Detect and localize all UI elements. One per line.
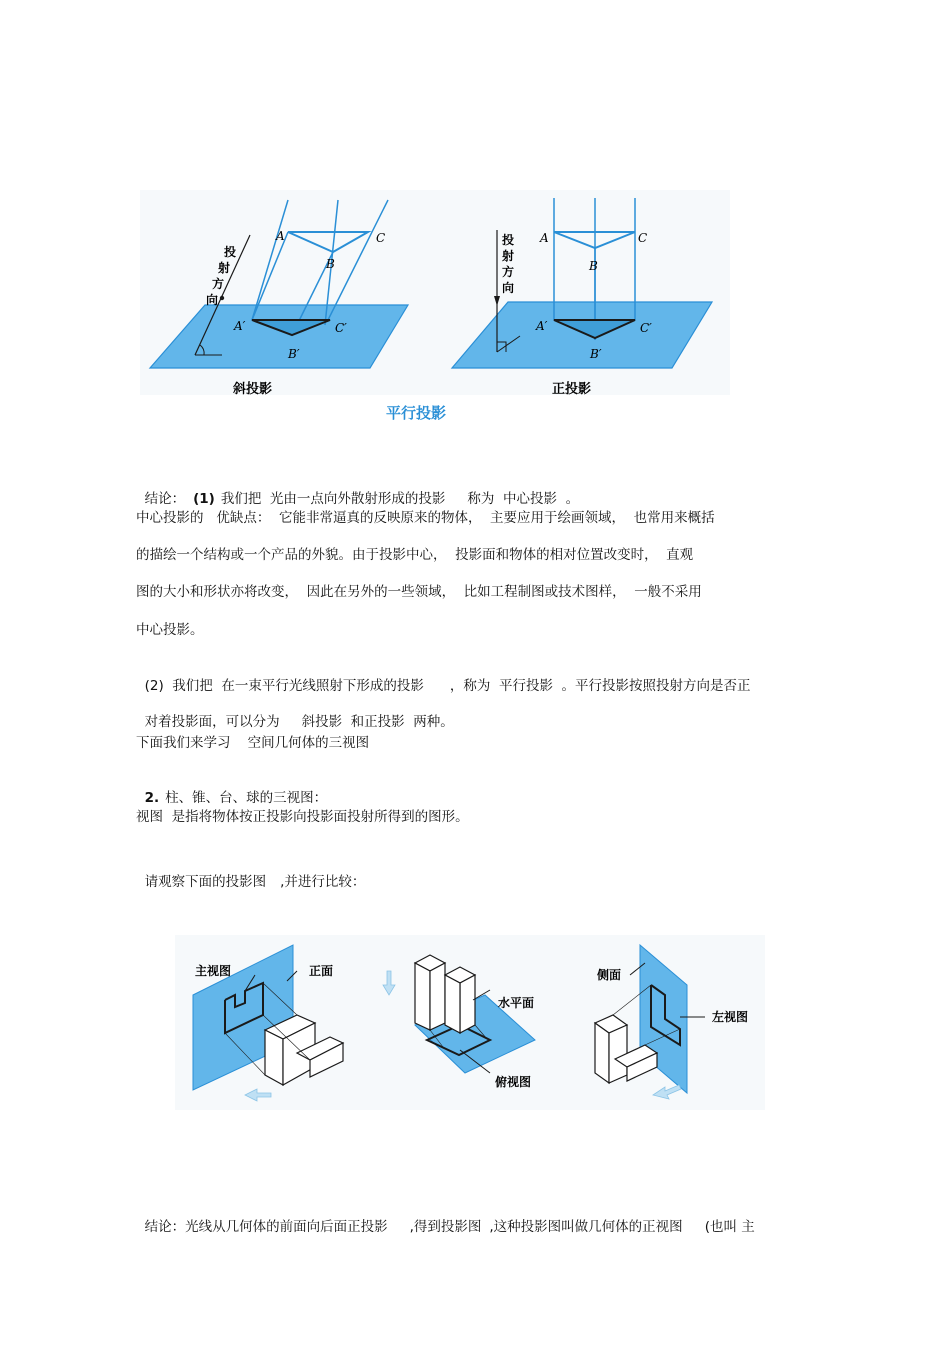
- paragraph-line-7: [136, 695, 454, 731]
- orthographic-projection-label: 正投影: [552, 382, 592, 397]
- orthographic-vertex-b-prime: B′: [590, 347, 602, 361]
- parallel-projection-term: ，称为 平行投影 。平行投影按照投射方向是否正: [449, 678, 751, 694]
- oblique-vertex-b: B: [326, 257, 335, 271]
- conclusion-label: 结论：: [144, 491, 186, 507]
- oblique-vertex-c-prime: C′: [335, 321, 347, 335]
- left-view-label: 左视图: [712, 1010, 749, 1024]
- oblique-vertex-a-prime: A′: [234, 319, 246, 333]
- conclusion-front-view: [136, 1200, 755, 1236]
- front-plane-label: 正面: [309, 964, 334, 978]
- conclusion-front-a: 结论：光线从几何体的前面向后面正投影: [144, 1219, 388, 1235]
- orthographic-dir-char-2: 射: [502, 249, 515, 263]
- horizontal-plane-label: 水平面: [498, 996, 535, 1010]
- oblique-vertex-a: A: [276, 229, 285, 243]
- paragraph-line-7-part-a: 对着投影面，可以分为: [144, 714, 280, 730]
- paragraph-line-3: 的描绘一个结构或一个产品的外貌。由于投影中心， 投影面和物体的相对位置改变时， 直观: [136, 547, 694, 563]
- oblique-dir-char-2: 射: [218, 261, 231, 275]
- oblique-dir-char-3: 方: [212, 277, 225, 291]
- paragraph-line-5: 中心投影。: [136, 622, 204, 638]
- conclusion-1: [136, 472, 579, 508]
- oblique-vertex-b-prime: B′: [288, 347, 300, 361]
- top-view-label: 俯视图: [495, 1075, 532, 1089]
- orthographic-vertex-a: A: [540, 231, 549, 245]
- observe-prompt: 请观察下面的投影图: [144, 874, 267, 890]
- paragraph-line-7-part-b: 斜投影 和正投影 两种。: [301, 714, 454, 730]
- item-number-1: (1): [193, 491, 215, 507]
- oblique-projection-label: 斜投影: [233, 382, 273, 397]
- parallel-projection-caption: 平行投影: [386, 404, 447, 422]
- paragraph-line-4: 图的大小和形状亦将改变， 因此在另外的一些领域， 比如工程制图或技术图样， 一般不采用: [136, 584, 702, 600]
- oblique-dir-char-1: 投: [224, 245, 237, 259]
- conclusion-front-b: ,得到投影图: [409, 1219, 482, 1235]
- conclusion-front-d: (也叫 主: [704, 1219, 755, 1235]
- orthographic-vertex-c-prime: C′: [640, 321, 652, 335]
- orthographic-vertex-c: C: [638, 231, 648, 245]
- paragraph-line-8: 下面我们来学习 空间几何体的三视图: [136, 735, 370, 751]
- section-number: 2.: [144, 790, 160, 806]
- three-views-figure: [175, 935, 765, 1115]
- central-projection-def: 我们把 光由一点向外散射形成的投影: [220, 491, 446, 507]
- parallel-projection-def: (2) 我们把 在一束平行光线照射下形成的投影: [144, 678, 424, 694]
- oblique-vertex-c: C: [376, 231, 386, 245]
- section-heading-2: [136, 771, 327, 807]
- orthographic-vertex-b: B: [589, 259, 598, 273]
- side-plane-label: 侧面: [597, 968, 622, 982]
- orthographic-dir-char-1: 投: [502, 233, 515, 247]
- conclusion-front-c: ,这种投影图叫做几何体的正视图: [489, 1219, 683, 1235]
- orthographic-dir-char-4: 向: [502, 281, 515, 295]
- parallel-projection-figure: [140, 190, 730, 430]
- section-title: 柱、锥、台、球的三视图：: [165, 790, 328, 806]
- central-projection-term: 称为 中心投影 。: [467, 491, 580, 507]
- paragraph-line-2: 中心投影的 优缺点： 它能非常逼真的反映原来的物体， 主要应用于绘画领域， 也常用来概括: [136, 510, 715, 526]
- observe-prompt-tail: ,并进行比较：: [280, 874, 366, 890]
- oblique-dir-char-4: 向: [206, 293, 219, 307]
- front-view-label: 主视图: [195, 964, 232, 978]
- paragraph-line-6: [136, 659, 751, 695]
- paragraph-line-11: [136, 855, 365, 891]
- paragraph-line-10: 视图 是指将物体按正投影向投影面投射所得到的图形。: [136, 809, 469, 825]
- orthographic-vertex-a-prime: A′: [536, 319, 548, 333]
- orthographic-dir-char-3: 方: [502, 265, 515, 279]
